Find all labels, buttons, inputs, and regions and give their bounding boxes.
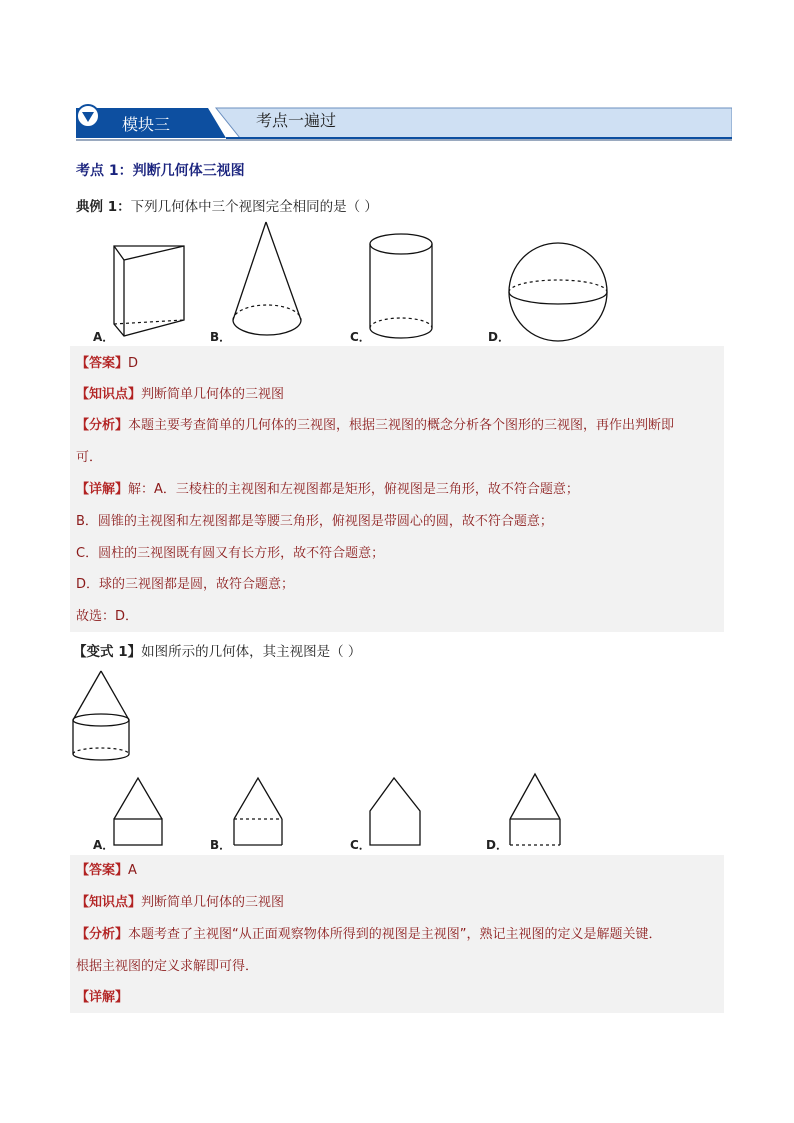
banner-module-label: 模块三 xyxy=(122,115,171,134)
detail-line-c: C．圆柱的三视图既有圆又有长方形，故不符合题意； xyxy=(76,546,385,561)
detail-line: 【详解】 xyxy=(76,990,129,1005)
variant-question xyxy=(73,640,361,660)
variant-option-a: A． xyxy=(93,838,115,852)
variant-option-c-figure xyxy=(366,775,424,849)
banner-graphic xyxy=(76,104,732,142)
example-question-text: 下列几何体中三个视图完全相同的是（ ） xyxy=(130,199,378,215)
example-option-c: C． xyxy=(350,330,371,344)
cone-on-cylinder-figure xyxy=(68,668,136,766)
example-question xyxy=(76,195,378,215)
banner-subtitle: 考点一遍过 xyxy=(256,111,337,130)
topic-title: 考点 1：判断几何体三视图 xyxy=(76,163,245,179)
analysis-line: 【分析】本题主要考查简单的几何体的三视图，根据三视图的概念分析各个图形的三视图，再作出判断即 xyxy=(76,418,675,433)
section-banner xyxy=(76,104,732,142)
variant-option-b-figure xyxy=(230,775,286,849)
example-prefix: 典例 1： xyxy=(76,199,131,215)
sphere-figure xyxy=(506,240,610,344)
answer-line: 【答案】D xyxy=(76,356,139,371)
analysis-line: 【分析】本题考查了主视图“从正面观察物体所得到的视图是主视图”，熟记主视图的定义是解题关键． xyxy=(76,927,662,942)
analysis-continuation: 可． xyxy=(76,450,103,465)
knowledge-line: 【知识点】判断简单几何体的三视图 xyxy=(76,895,285,910)
answer-line: 【答案】A xyxy=(76,863,137,878)
variant-answer-box xyxy=(70,855,724,1013)
detail-line-d: D．球的三视图都是圆，故符合题意； xyxy=(76,577,295,592)
example-option-b: B． xyxy=(210,330,232,344)
detail-line-b: B．圆锥的主视图和左视图都是等腰三角形，俯视图是带圆心的圆，故不符合题意； xyxy=(76,514,553,529)
example-option-d: D． xyxy=(488,330,510,344)
analysis-continuation: 根据主视图的定义求解即可得． xyxy=(76,959,259,974)
conclusion-line: 故选：D． xyxy=(76,609,139,624)
variant-option-d-figure xyxy=(506,771,564,849)
example-answer-box xyxy=(70,346,724,632)
example-option-a: A． xyxy=(93,330,115,344)
variant-option-c: C． xyxy=(350,838,371,852)
variant-option-d: D． xyxy=(486,838,508,852)
variant-prefix: 【变式 1】 xyxy=(73,644,142,660)
cylinder-figure xyxy=(364,232,440,344)
variant-option-a-figure xyxy=(110,775,166,849)
cone-figure xyxy=(228,220,308,344)
detail-line: 【详解】解：A．三棱柱的主视图和左视图都是矩形，俯视图是三角形，故不符合题意； xyxy=(76,482,579,497)
down-triangle-icon[interactable] xyxy=(76,104,100,128)
triangular-prism-figure xyxy=(108,236,190,342)
knowledge-line: 【知识点】判断简单几何体的三视图 xyxy=(76,387,285,402)
variant-option-b: B． xyxy=(210,838,232,852)
variant-question-text: 如图所示的几何体，其主视图是（ ） xyxy=(141,644,362,660)
